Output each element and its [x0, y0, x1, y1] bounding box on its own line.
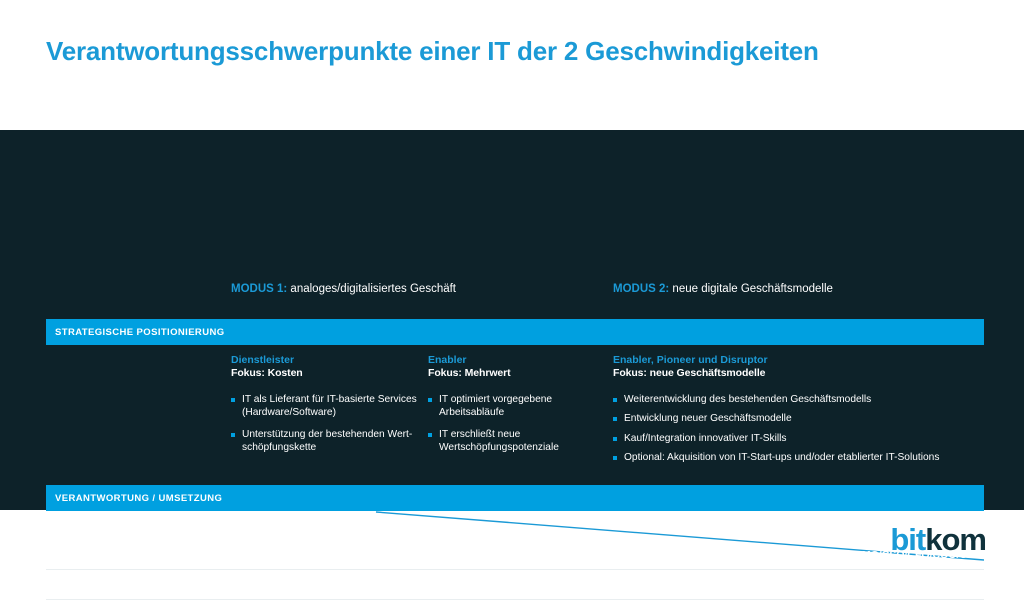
- column-enabler: [428, 354, 608, 463]
- bitkom-logo: [890, 522, 986, 558]
- column-2-role: Enabler: [428, 354, 467, 366]
- list-item: Entwicklung neuer Geschäftsmodelle: [613, 412, 993, 425]
- strategic-positioning-label: STRATEGISCHE POSITIONIERUNG: [55, 326, 225, 338]
- list-item: IT erschließt neue Wertschöpfungspotenziale: [428, 428, 608, 455]
- strategic-positioning-bar: [46, 319, 984, 345]
- list-item: Kauf/Integration innovativer IT-Skills: [613, 432, 993, 445]
- responsibility-right-roles: CEO/CDO/CHRO/CMO/CSO/CFO/COO/CIO: [768, 549, 978, 561]
- list-item: Unterstützung der bestehenden Wert-schöpfungskette: [231, 428, 421, 455]
- logo-part-kom: kom: [925, 522, 986, 557]
- list-item: IT als Lieferant für IT-basierte Services (Hardware/Software): [231, 393, 421, 420]
- column-enabler-pioneer-disruptor: [613, 354, 993, 471]
- modus-1-label: MODUS 1:: [231, 283, 288, 295]
- responsibility-label: VERANTWORTUNG / UMSETZUNG: [55, 492, 223, 504]
- column-3-bullets: [613, 393, 993, 465]
- column-1-bullets: [231, 393, 421, 455]
- list-item: IT optimiert vorgegebene Arbeitsabläufe: [428, 393, 608, 420]
- modus-1-text: analoges/digitalisiertes Geschäft: [287, 283, 456, 295]
- modus-2-text: neue digitale Geschäftsmodelle: [669, 283, 833, 295]
- logo-part-bit: bit: [890, 522, 926, 557]
- column-1-focus: Fokus: Kosten: [231, 367, 303, 379]
- page-title: Verantwortungsschwerpunkte einer IT der 2 Geschwindigkeiten: [46, 36, 819, 66]
- column-3-focus: Fokus: neue Geschäftsmodelle: [613, 367, 766, 379]
- column-2-bullets: [428, 393, 608, 455]
- title-area: [0, 0, 1024, 130]
- modus-2-header: [613, 283, 833, 295]
- modus-1-header: [231, 283, 456, 295]
- axis-label-right: Revolutionär/disruptiv: [880, 578, 978, 589]
- list-item: Weiterentwicklung des bestehenden Geschäftsmodells: [613, 393, 993, 406]
- column-2-focus: Fokus: Mehrwert: [428, 367, 511, 379]
- list-item: Optional: Akquisition von IT-Start-ups und/oder etablierter IT-Solutions: [613, 451, 993, 464]
- axis-label-left: Evolutionär/inkrementell: [231, 578, 340, 589]
- column-1-role: Dienstleister: [231, 354, 295, 366]
- column-dienstleister: [231, 354, 421, 463]
- divider-top: [46, 569, 984, 570]
- column-3-role: Enabler, Pioneer und Disruptor: [613, 354, 768, 366]
- responsibility-left-roles: CFO/COO/CIO: [231, 520, 302, 532]
- modus-2-label: MODUS 2:: [613, 283, 670, 295]
